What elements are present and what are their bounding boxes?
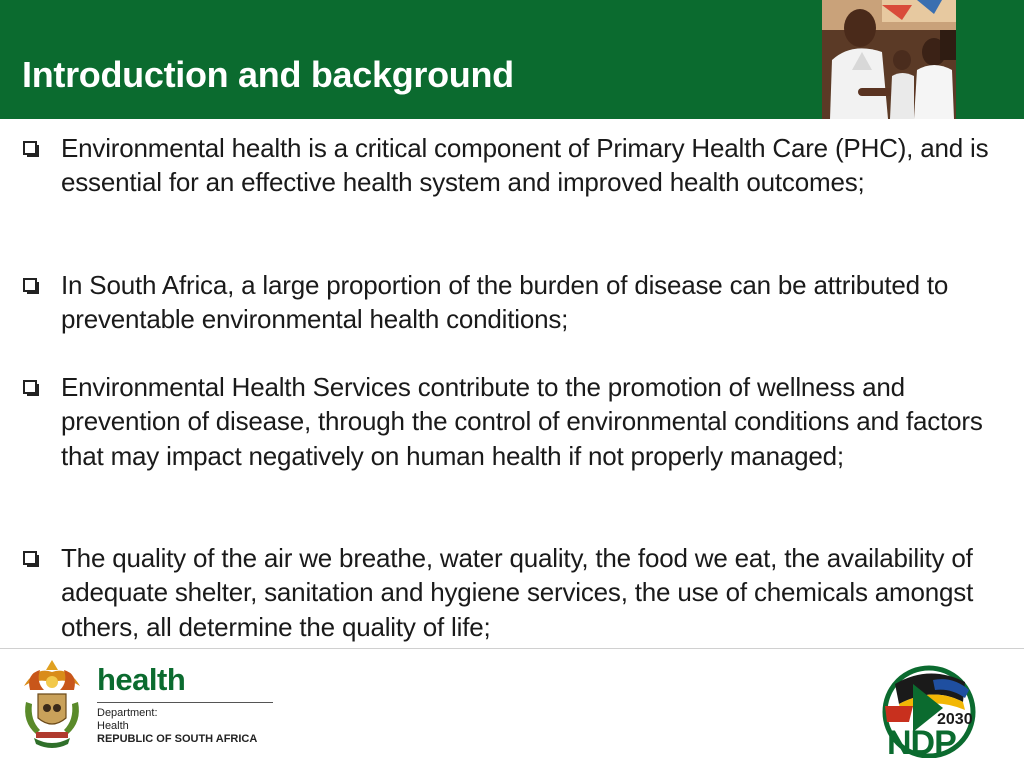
bullet-text: The quality of the air we breathe, water quality, the food we eat, the availability of adequate shelter, sanitation and hygiene services, the use of chemicals amongst others, all determine the quality of life; <box>61 543 974 642</box>
footer-divider <box>0 648 1024 649</box>
checkbox-bullet-icon <box>23 141 37 155</box>
checkbox-bullet-icon <box>23 380 37 394</box>
bullet-text: In South Africa, a large proportion of the burden of disease can be attributed to preventable environmental health conditions; <box>61 270 949 335</box>
checkbox-bullet-icon <box>23 278 37 292</box>
health-wordmark: health <box>97 662 186 697</box>
bullet-text: Environmental Health Services contribute to the promotion of wellness and prevention of disease, through the control of environmental conditions and factors that may impact negatively on human health if not properly managed; <box>61 372 983 471</box>
department-of-health-logo <box>97 664 277 746</box>
slide-header <box>0 0 1024 119</box>
slide-title: Introduction and background <box>22 54 514 95</box>
south-africa-coat-of-arms-icon <box>16 656 88 752</box>
bullet-text: Environmental health is a critical component of Primary Health Care (PHC), and is essential for an effective health system and improved health outcomes; <box>61 133 989 198</box>
department-label: Department: <box>97 707 158 719</box>
country-name: REPUBLIC OF SOUTH AFRICA <box>97 733 258 745</box>
logo-divider <box>97 702 273 703</box>
checkbox-bullet-icon <box>23 551 37 565</box>
ndp-year-text: 2030 <box>937 711 973 728</box>
department-name: Health <box>97 720 129 732</box>
ndp-letters-text: NDP <box>887 724 956 758</box>
ndp-2030-logo-icon <box>873 662 993 758</box>
healthcare-worker-photo <box>822 0 956 119</box>
